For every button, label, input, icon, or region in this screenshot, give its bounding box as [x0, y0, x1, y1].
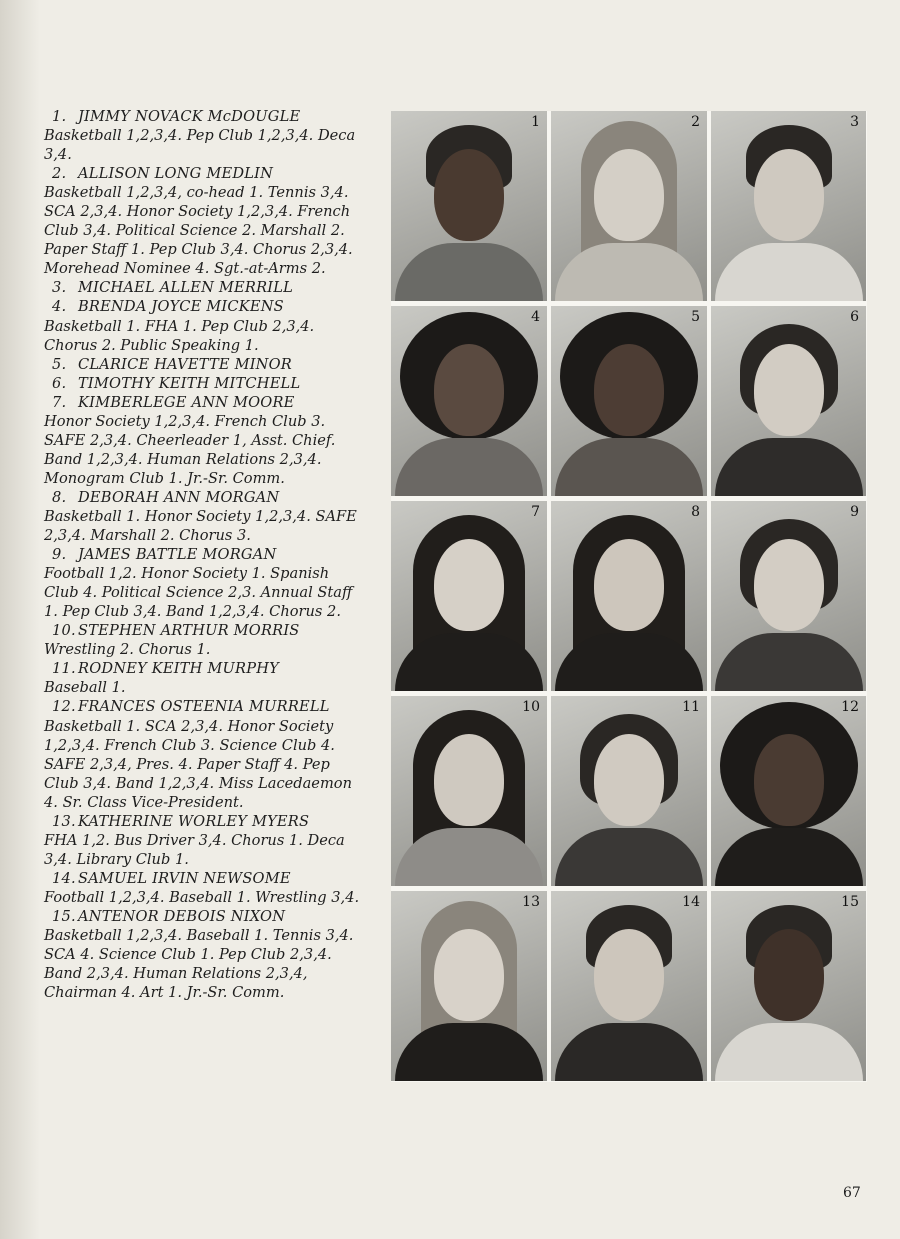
- portrait-photo: [391, 111, 547, 301]
- activities-line: Baseball 1.: [44, 679, 126, 697]
- photo-number: 4: [531, 309, 540, 325]
- entry-number: 13.: [52, 812, 76, 830]
- student-name: STEPHEN ARTHUR MORRIS: [78, 622, 300, 640]
- entry-name-line: [44, 812, 378, 831]
- activities-line: Basketball 1,2,3,4, co-head 1. Tennis 3,4.: [44, 184, 349, 202]
- activities-line: 4. Sr. Class Vice-President.: [44, 793, 244, 811]
- shoulders-shape: [555, 438, 703, 496]
- portrait-photo: [551, 891, 707, 1081]
- entry-number: 4.: [52, 298, 67, 316]
- entry-number: 11.: [52, 660, 76, 678]
- portrait-photo: [711, 111, 866, 301]
- photo-number: 8: [691, 504, 700, 520]
- face-shape: [434, 149, 504, 241]
- photo-number: 13: [522, 894, 540, 910]
- activities-line: Football 1,2. Honor Society 1. Spanish: [44, 565, 330, 583]
- entry-name-line: [44, 355, 378, 374]
- shoulders-shape: [395, 243, 543, 301]
- portrait-photo: [551, 111, 707, 301]
- activities-line: SCA 2,3,4. Honor Society 1,2,3,4. French: [44, 203, 351, 221]
- portrait-photo: [391, 501, 547, 691]
- face-shape: [754, 929, 824, 1021]
- student-name: JIMMY NOVACK McDOUGLE: [78, 108, 301, 125]
- photo-number: 15: [841, 894, 859, 910]
- entry-number: 6.: [52, 374, 67, 392]
- activities-line: SAFE 2,3,4. Cheerleader 1, Asst. Chief.: [44, 431, 336, 449]
- student-name: SAMUEL IRVIN NEWSOME: [78, 869, 291, 887]
- portrait-photo: [551, 501, 707, 691]
- portrait-photo: [711, 891, 866, 1081]
- activities-line: Paper Staff 1. Pep Club 3,4. Chorus 2,3,4.: [44, 241, 353, 259]
- student-name: ANTENOR DEBOIS NIXON: [78, 907, 286, 925]
- entry-number: 1.: [52, 108, 67, 125]
- photo-number: 10: [522, 699, 540, 715]
- activities-line: Chairman 4. Art 1. Jr.-Sr. Comm.: [44, 984, 285, 1002]
- activities-line: SCA 4. Science Club 1. Pep Club 2,3,4.: [44, 946, 332, 964]
- entry-number: 8.: [52, 488, 67, 506]
- face-shape: [594, 344, 664, 436]
- activities-line: Wrestling 2. Chorus 1.: [44, 641, 211, 659]
- student-name: FRANCES OSTEENIA MURRELL: [78, 698, 330, 716]
- entry-name-line: [44, 164, 378, 183]
- activities-line: Basketball 1,2,3,4. Baseball 1. Tennis 3,4.: [44, 927, 354, 945]
- entry-number: 3.: [52, 279, 67, 297]
- student-name: RODNEY KEITH MURPHY: [78, 660, 279, 678]
- photo-number: 6: [850, 309, 859, 325]
- shoulders-shape: [555, 1023, 703, 1081]
- portrait-photo: [391, 891, 547, 1081]
- entry-number: 2.: [52, 165, 67, 183]
- entry-number: 14.: [52, 869, 76, 887]
- face-shape: [754, 149, 824, 241]
- activities-line: Basketball 1. FHA 1. Pep Club 2,3,4.: [44, 317, 315, 335]
- photo-number: 11: [682, 699, 700, 715]
- portrait-photo: [711, 501, 866, 691]
- portrait-photo: [551, 306, 707, 496]
- page-gutter-shadow: [0, 0, 40, 1239]
- entry-name-line: [44, 869, 378, 888]
- activities-line: 3,4. Library Club 1.: [44, 850, 189, 868]
- face-shape: [754, 539, 824, 631]
- activities-line: SAFE 2,3,4, Pres. 4. Paper Staff 4. Pep: [44, 755, 330, 773]
- entry-number: 5.: [52, 355, 67, 373]
- student-name: MICHAEL ALLEN MERRILL: [78, 279, 294, 297]
- activities-line: Basketball 1. Honor Society 1,2,3,4. SAFE: [44, 507, 357, 525]
- entry-number: 12.: [52, 698, 76, 716]
- portrait-photo: [391, 696, 547, 886]
- activities-line: Monogram Club 1. Jr.-Sr. Comm.: [44, 469, 285, 487]
- activities-line: 2,3,4. Marshall 2. Chorus 3.: [44, 527, 251, 545]
- activities-line: Chorus 2. Public Speaking 1.: [44, 336, 259, 354]
- entry-name-line: [44, 297, 378, 316]
- page-number: 67: [843, 1185, 861, 1201]
- entry-name-line: [44, 393, 378, 412]
- entry-name-line: [44, 621, 378, 640]
- entry-name-line: [44, 907, 378, 926]
- face-shape: [434, 929, 504, 1021]
- photo-number: 7: [531, 504, 540, 520]
- activities-line: Band 2,3,4. Human Relations 2,3,4,: [44, 965, 308, 983]
- activities-line: Football 1,2,3,4. Baseball 1. Wrestling 3,4.: [44, 888, 360, 906]
- photo-number: 2: [691, 114, 700, 130]
- entry-number: 9.: [52, 546, 67, 564]
- student-name: JAMES BATTLE MORGAN: [78, 546, 277, 564]
- shoulders-shape: [715, 243, 863, 301]
- student-name: BRENDA JOYCE MICKENS: [78, 298, 284, 316]
- shoulders-shape: [715, 633, 863, 691]
- activities-line: Club 3,4. Band 1,2,3,4. Miss Lacedaemon: [44, 774, 352, 792]
- shoulders-shape: [555, 828, 703, 886]
- entry-name-line: [44, 659, 378, 678]
- portrait-photo: [391, 306, 547, 496]
- activities-line: Band 1,2,3,4. Human Relations 2,3,4.: [44, 450, 322, 468]
- activities-line: 3,4.: [44, 146, 72, 164]
- senior-listings: [44, 107, 378, 1002]
- photo-number: 14: [682, 894, 700, 910]
- entry-name-line: [44, 107, 378, 126]
- student-name: KIMBERLEGE ANN MOORE: [78, 393, 295, 411]
- student-name: ALLISON LONG MEDLIN: [78, 165, 274, 183]
- photo-number: 5: [691, 309, 700, 325]
- face-shape: [434, 539, 504, 631]
- photo-number: 1: [531, 114, 540, 130]
- face-shape: [594, 149, 664, 241]
- activities-line: Club 4. Political Science 2,3. Annual Staff: [44, 584, 353, 602]
- student-name: DEBORAH ANN MORGAN: [78, 488, 280, 506]
- activities-line: Honor Society 1,2,3,4. French Club 3.: [44, 412, 326, 430]
- shoulders-shape: [715, 828, 863, 886]
- shoulders-shape: [395, 438, 543, 496]
- face-shape: [754, 344, 824, 436]
- student-name: KATHERINE WORLEY MYERS: [78, 812, 310, 830]
- entry-number: 15.: [52, 907, 76, 925]
- entry-number: 10.: [52, 622, 76, 640]
- photo-number: 12: [841, 699, 859, 715]
- activities-line: 1. Pep Club 3,4. Band 1,2,3,4. Chorus 2.: [44, 603, 341, 621]
- face-shape: [594, 539, 664, 631]
- portrait-photo: [551, 696, 707, 886]
- photo-number: 9: [850, 504, 859, 520]
- face-shape: [594, 929, 664, 1021]
- portrait-photo: [711, 696, 866, 886]
- face-shape: [754, 734, 824, 826]
- shoulders-shape: [715, 1023, 863, 1081]
- entry-name-line: [44, 374, 378, 393]
- photo-number: 3: [850, 114, 859, 130]
- student-name: CLARICE HAVETTE MINOR: [78, 355, 292, 373]
- shoulders-shape: [395, 1023, 543, 1081]
- face-shape: [594, 734, 664, 826]
- entry-number: 7.: [52, 393, 67, 411]
- entry-name-line: [44, 488, 378, 507]
- activities-line: FHA 1,2. Bus Driver 3,4. Chorus 1. Deca: [44, 831, 345, 849]
- entry-name-line: [44, 697, 378, 716]
- face-shape: [434, 344, 504, 436]
- activities-line: Basketball 1,2,3,4. Pep Club 1,2,3,4. Deca: [44, 127, 356, 145]
- activities-line: Basketball 1. SCA 2,3,4. Honor Society: [44, 717, 334, 735]
- shoulders-shape: [555, 243, 703, 301]
- activities-line: 1,2,3,4. French Club 3. Science Club 4.: [44, 736, 335, 754]
- shoulders-shape: [715, 438, 863, 496]
- entry-name-line: [44, 278, 378, 297]
- student-name: TIMOTHY KEITH MITCHELL: [78, 374, 301, 392]
- entry-name-line: [44, 545, 378, 564]
- activities-line: Morehead Nominee 4. Sgt.-at-Arms 2.: [44, 260, 326, 278]
- activities-line: Club 3,4. Political Science 2. Marshall 2.: [44, 222, 345, 240]
- portrait-photo: [711, 306, 866, 496]
- face-shape: [434, 734, 504, 826]
- portrait-grid: [391, 111, 867, 1082]
